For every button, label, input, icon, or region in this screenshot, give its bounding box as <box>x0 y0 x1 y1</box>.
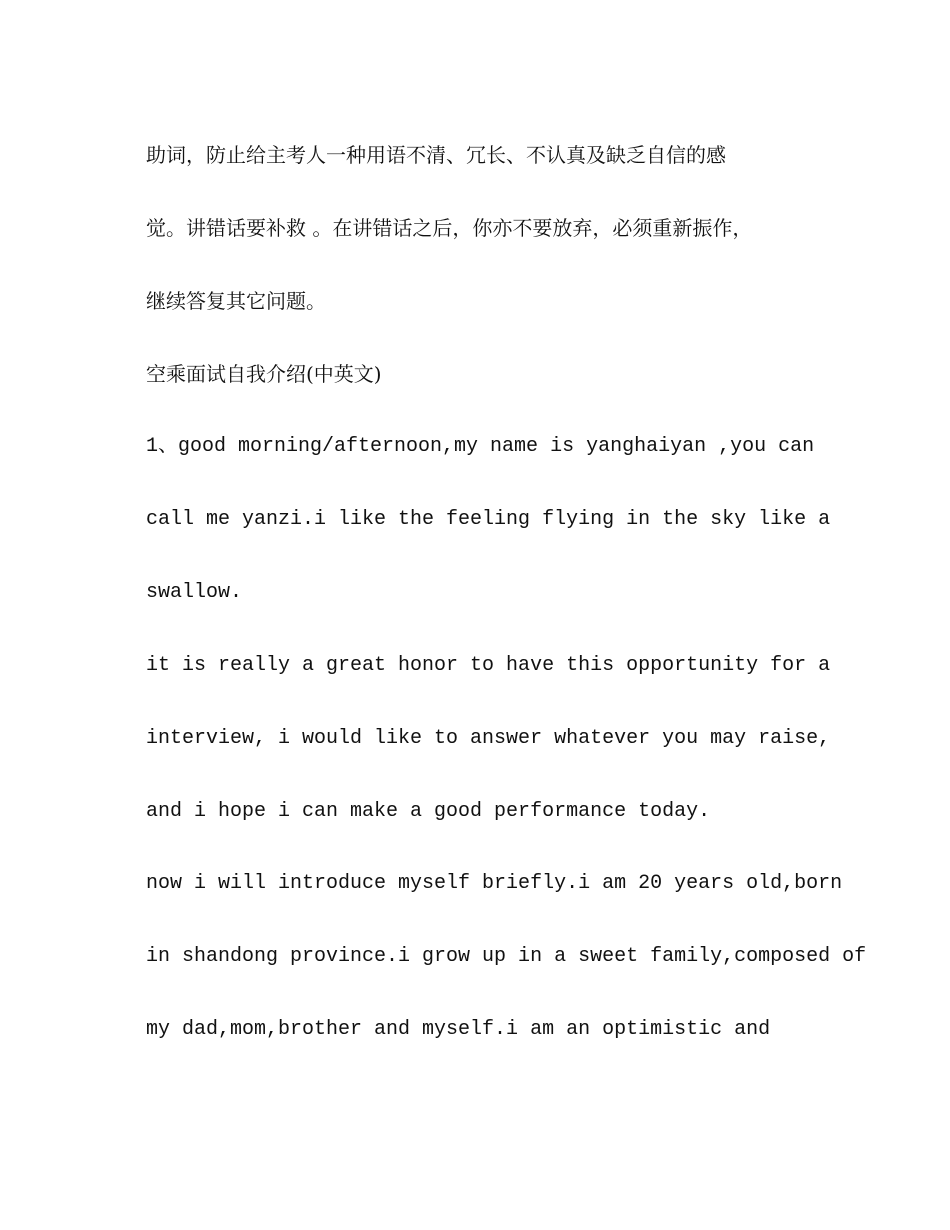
paragraph-line: interview, i would like to answer whatever you may raise, <box>146 727 831 750</box>
paragraph-line: now i will introduce myself briefly.i am 20 years old,born <box>146 872 843 895</box>
paragraph-line: my dad,mom,brother and myself.i am an optimistic and <box>146 1018 771 1041</box>
paragraph-line: 助词，防止给主考人一种用语不清、冗长、不认真及缺乏自信的感 <box>146 143 726 167</box>
paragraph-line: 1、good morning/afternoon,my name is yanghaiyan ,you can <box>146 435 815 458</box>
paragraph-line: 觉。讲错话要补救 。在讲错话之后，你亦不要放弃，必须重新振作， <box>146 216 753 240</box>
paragraph-line: swallow. <box>146 581 243 604</box>
paragraph-line: in shandong province.i grow up in a sweet family,composed of <box>146 945 867 968</box>
section-heading: 空乘面试自我介绍(中英文) <box>146 362 382 386</box>
paragraph-line: call me yanzi.i like the feeling flying in the sky like a <box>146 508 831 531</box>
paragraph-line: it is really a great honor to have this opportunity for a <box>146 654 831 677</box>
paragraph-line: and i hope i can make a good performance today. <box>146 800 711 823</box>
paragraph-line: 继续答复其它问题。 <box>146 289 326 313</box>
